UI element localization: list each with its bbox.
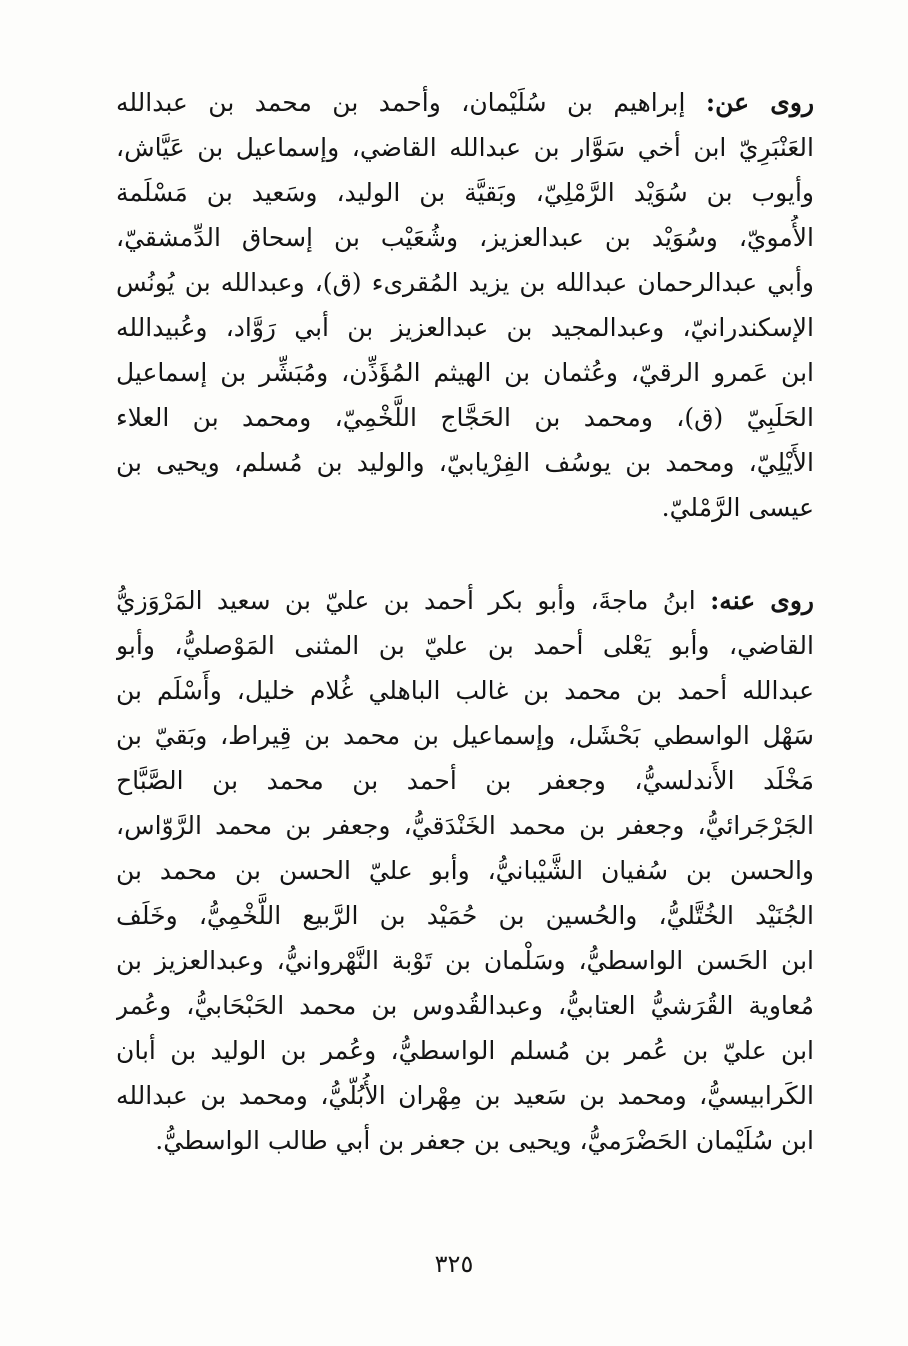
text-line: الأُمويّ، وسُوَيْد بن عبدالعزيز، وشُعَيْب بن إسحاق الدِّمشقيّ، — [116, 223, 814, 252]
text-line: القاضي، وأبو يَعْلى أحمد بن عليّ بن المثنى المَوْصليُّ، وأبو — [116, 631, 814, 660]
text-line: روى عنه: ابنُ ماجةَ، وأبو بكر أحمد بن عليّ بن سعيد المَرْوَزيُّ — [116, 586, 814, 615]
text-line: عيسى الرَّمْليّ. — [661, 493, 814, 522]
text-line: الإسكندرانيّ، وعبدالمجيد بن عبدالعزيز بن أبي رَوَّاد، وعُبيدالله — [116, 313, 814, 342]
text-line: ابن عليّ بن عُمر بن مُسلم الواسطيُّ، وعُمر بن الوليد بن أبان — [116, 1036, 814, 1065]
text-line: مَخْلَد الأَندلسيُّ، وجعفر بن أحمد بن محمد بن الصَّبَّاح — [116, 766, 814, 795]
page-number: ٣٢٥ — [434, 1250, 474, 1278]
text-line: سَهْل الواسطي بَحْشَل، وإسماعيل بن محمد بن قِيراط، وبَقيّ بن — [116, 721, 814, 750]
text-line: ابن سُلَيْمان الحَضْرَميُّ، ويحيى بن جعفر بن أبي طالب الواسطيُّ. — [155, 1126, 814, 1155]
page-body — [116, 80, 814, 1320]
text-line: عبدالله أحمد بن محمد بن غالب الباهلي غُلام خليل، وأَسْلَم بن — [116, 676, 814, 705]
narrated-by-paragraph — [116, 578, 814, 1163]
text-line: الجُنَيْد الخُتَّليُّ، والحُسين بن حُمَيْد بن الرَّبيع اللَّخْمِيُّ، وخَلَف — [116, 901, 814, 930]
text-line: ابن عَمرو الرقيّ، وعُثمان بن الهيثم المُؤَذِّن، ومُبَشِّر بن إسماعيل — [116, 358, 814, 387]
narrated-from-paragraph — [116, 80, 814, 530]
text-line: العَنْبَرِيّ ابن أخي سَوَّار بن عبدالله القاضي، وإسماعيل بن عَيَّاش، — [116, 133, 814, 162]
text-line: الحَلَبِيّ (ق)، ومحمد بن الحَجَّاج اللَّخْمِيّ، ومحمد بن العلاء — [116, 403, 814, 432]
text-line: مُعاوية القُرَشيُّ العتابيُّ، وعبدالقُدوس بن محمد الحَبْحَابيُّ، وعُمر — [116, 991, 814, 1020]
text-line: الكَرابيسيُّ، ومحمد بن سَعيد بن مِهْران الأُبُلّيُّ، ومحمد بن عبدالله — [116, 1081, 814, 1110]
text-line: وأيوب بن سُوَيْد الرَّمْلِيّ، وبَقيَّة بن الوليد، وسَعيد بن مَسْلَمة — [116, 178, 814, 207]
text-line: روى عن: إبراهيم بن سُلَيْمان، وأحمد بن محمد بن عبدالله — [116, 88, 814, 117]
text-line: وأبي عبدالرحمان عبدالله بن يزيد المُقرىء (ق)، وعبدالله بن يُونُس — [116, 268, 814, 297]
text-line: ابن الحَسن الواسطيُّ، وسَلْمان بن تَوْبة النَّهْروانيُّ، وعبدالعزيز بن — [116, 946, 814, 975]
narrated-from-label: روى عن: — [705, 88, 814, 117]
narrated-by-label: روى عنه: — [710, 586, 814, 615]
text-line: والحسن بن سُفيان الشَّيْبانيُّ، وأبو عليّ الحسن بن محمد بن — [116, 856, 814, 885]
text-line: الجَرْجَرائيُّ، وجعفر بن محمد الخَنْدَقيُّ، وجعفر بن محمد الرَّوّاس، — [116, 811, 814, 840]
text-line: الأَيْلِيّ، ومحمد بن يوسُف الفِرْيابيّ، والوليد بن مُسلم، ويحيى بن — [116, 448, 814, 477]
